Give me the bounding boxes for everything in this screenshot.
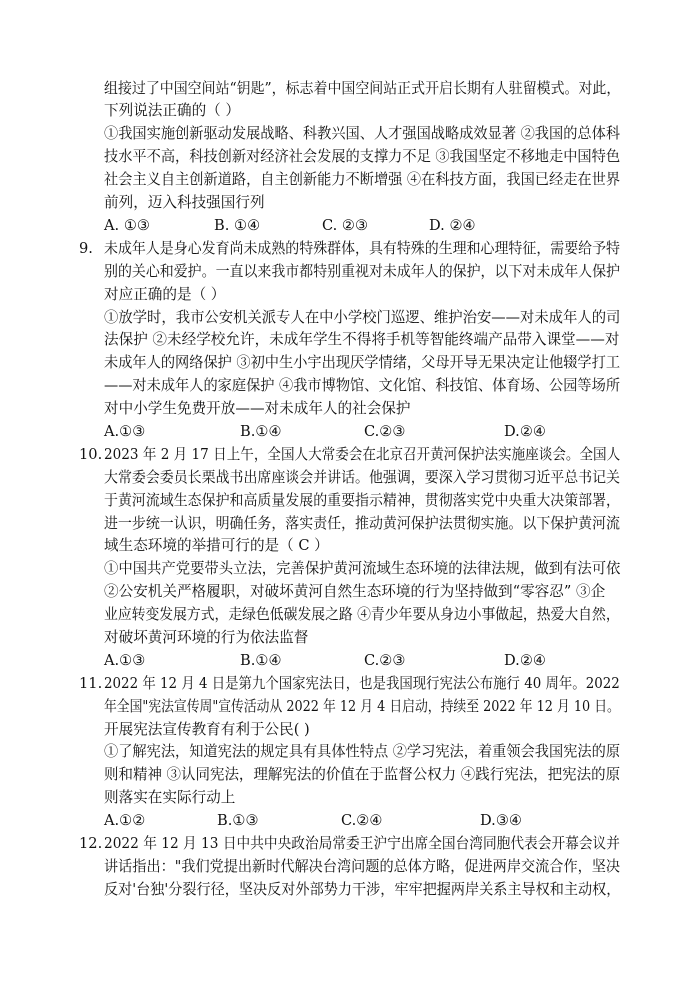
question-12-line: 讲话指出："我们党提出新时代解决台湾问题的总体方略，促进两岸交流合作，坚决 [104,858,621,875]
question-10-line: 对破坏黄河环境的行为依法监督 [104,629,309,646]
question-10-line: 进一步统一认识，明确任务，落实责任，推动黄河保护法贯彻实施。以下保护黄河流 [104,515,621,532]
option-b[interactable]: B.①④ [240,652,282,669]
option-d[interactable]: D.③④ [480,812,522,829]
option-a[interactable]: A.①③ [104,423,146,440]
question-11-line: 年全国"宪法宣传周"宣传活动从 2022 年 12 月 4 日启动，持续至 2022 年 12 月 10 日。 [104,698,620,715]
question-9-line: 对中小学生免费开放——对未成年人的社会保护 [104,400,411,417]
question-9-line: ——对未成年人的家庭保护 ④我市博物馆、文化馆、科技馆、体育场、公园等场所 [104,377,621,394]
question-10-line: 2023 年 2 月 17 日上午，全国人大常委会在北京召开黄河保护法实施座谈会。全国人 [104,446,621,463]
question-8-line: 技水平不高，科技创新对经济社会发展的支撑力不足 ③我国坚定不移地走中国特色 [104,148,621,165]
question-9-line: 法保护 ②未经学校允许，未成年学生不得将手机等智能终端产品带入课堂——对 [104,331,620,348]
question-9-line: 对应正确的是（ ） [104,286,226,303]
option-c[interactable]: C. ②③ [322,217,369,234]
question-10-options [104,651,604,671]
option-d[interactable]: D.②④ [504,652,546,669]
question-number: 12. [79,835,103,852]
question-10-line: 业应转变发展方式，走绿色低碳发展之路 ④青少年要从身边小事做起，热爱大自然， [104,606,620,623]
question-8-line: 组接过了中国空间站“钥匙”，标志着中国空间站正式开启长期有人驻留模式。对此， [104,80,621,97]
option-a[interactable]: A.①② [104,812,146,829]
option-b[interactable]: B.①④ [240,423,282,440]
question-10-line: 域生态环境的举措可行的是（ C ） [104,537,329,554]
question-9-line: 别的关心和爱护。一直以来我市都特别重视对未成年人的保护，以下对未成年人保护 [104,263,621,280]
question-number: 9. [79,240,93,257]
question-11-line: 开展宪法宣传教育有利于公民( ) [104,721,310,738]
question-9-line: ①放学时，我市公安机关派专人在中小学校门巡逻、维护治安——对未成年人的司 [104,309,621,326]
question-12-line: 2022 年 12 月 13 日中共中央政治局常委王沪宁出席全国台湾同胞代表会开幕会议并 [104,835,620,852]
question-8-line: ①我国实施创新驱动发展战略、科教兴国、人才强国战略成效显著 ②我国的总体科 [104,125,621,142]
question-10-line: ②公安机关严格履职，对破坏黄河自然生态环境的行为坚持做到“零容忍” ③企 [104,583,606,600]
question-11-line: 则落实在实际行动上 [104,789,236,806]
question-11-options [104,811,604,831]
question-11-line: ①了解宪法，知道宪法的规定具有具体性特点 ②学习宪法，着重领会我国宪法的原 [104,743,621,760]
option-d[interactable]: D.②④ [504,423,546,440]
option-b[interactable]: B.①③ [217,812,259,829]
option-a[interactable]: A.①③ [104,652,146,669]
question-8-options [104,216,604,236]
question-8-line: 社会主义自主创新道路，自主创新能力不断增强 ④在科技方面，我国已经走在世界 [104,171,621,188]
question-9-options [104,422,604,442]
question-10-line: 大常委会委员长栗战书出席座谈会并讲话。他强调，要深入学习贯彻习近平总书记关 [104,469,621,486]
option-c[interactable]: C.②③ [364,423,406,440]
question-10-line: 于黄河流域生态保护和高质量发展的重要指示精神，贯彻落实党中央重大决策部署， [104,492,621,509]
question-11-line: 2022 年 12 月 4 日是第九个国家宪法日，也是我国现行宪法公布施行 40 周年。2022 [104,675,620,692]
option-c[interactable]: C.②③ [364,652,406,669]
option-a[interactable]: A. ①③ [104,217,150,234]
option-c[interactable]: C.②④ [341,812,383,829]
question-8-line: 前列，迈入科技强国行列 [104,194,265,211]
question-12-line: 反对'台独'分裂行径，坚决反对外部势力干涉，牢牢把握两岸关系主导权和主动权， [104,881,621,898]
question-9-line: 未成年人是身心发育尚未成熟的特殊群体，具有特殊的生理和心理特征，需要给予特 [104,240,621,257]
question-10-line: ①中国共产党要带头立法，完善保护黄河流域生态环境的法律法规，做到有法可依 [104,560,621,577]
question-11-line: 则和精神 ③认同宪法，理解宪法的价值在于监督公权力 ④践行宪法，把宪法的原 [104,766,621,783]
question-number: 10. [79,446,103,463]
option-b[interactable]: B. ①④ [214,217,261,234]
question-9-line: 未成年人的网络保护 ③初中生小宇出现厌学情绪，父母开导无果决定让他辍学打工 [104,354,621,371]
question-number: 11. [79,675,103,692]
question-8-line: 下列说法正确的（ ） [104,102,240,119]
option-d[interactable]: D. ②④ [429,217,476,234]
